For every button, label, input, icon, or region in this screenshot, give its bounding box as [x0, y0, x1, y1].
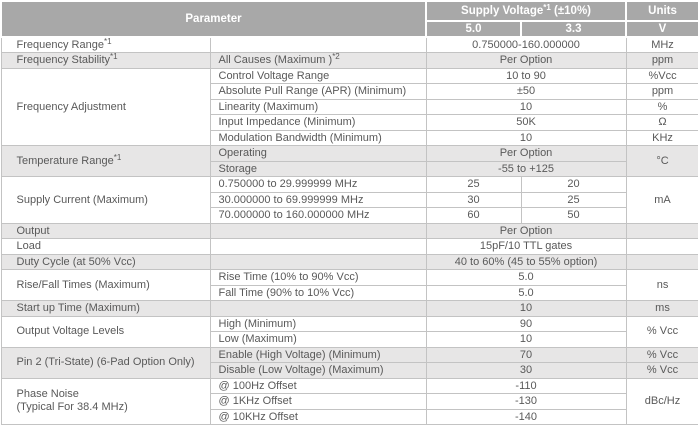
value-cell: 10 [426, 99, 626, 115]
value-cell: 0.750000-160.000000 [426, 37, 626, 53]
param-rise-fall-times: Rise/Fall Times (Maximum) [1, 270, 210, 301]
row-rise-time [1, 270, 698, 286]
units-cell: Ω [626, 115, 698, 131]
param-frequency-stability [1, 53, 210, 69]
value-cell-3v3: 50 [521, 208, 626, 224]
value-cell-3v3: 20 [521, 177, 626, 193]
units-cell: % [626, 99, 698, 115]
value-cell-3v3: 25 [521, 192, 626, 208]
value-cell: 10 to 90 [426, 68, 626, 84]
units-cell: % Vcc [626, 347, 698, 363]
sub-param-cell [210, 53, 426, 69]
row-duty-cycle [1, 254, 698, 270]
sub-param-cell: Disable (Low Voltage) (Maximum) [210, 363, 426, 379]
units-header [626, 1, 698, 21]
value-cell-5v: 60 [426, 208, 521, 224]
units-cell: KHz [626, 130, 698, 146]
row-phase-noise-100hz [1, 378, 698, 394]
units-voltage-header: V [626, 21, 698, 37]
sub-param-cell: 0.750000 to 29.999999 MHz [210, 177, 426, 193]
param-output-voltage-levels: Output Voltage Levels [1, 316, 210, 347]
sub-param-cell: Storage [210, 161, 426, 177]
supply-voltage-footnote: *1 [543, 3, 551, 12]
header-row-1 [1, 1, 698, 21]
row-control-voltage-range [1, 68, 698, 84]
row-output-voltage-high [1, 316, 698, 332]
units-cell: MHz [626, 37, 698, 53]
param-label: Frequency Stability [16, 54, 111, 67]
footnote-marker: *1 [110, 52, 118, 62]
supply-voltage-tolerance: (±10%) [550, 5, 591, 17]
sub-param-cell: Control Voltage Range [210, 68, 426, 84]
param-frequency-adjustment: Frequency Adjustment [1, 68, 210, 146]
supply-voltage-header [426, 1, 626, 21]
param-label: Temperature Range [16, 154, 114, 167]
units-cell: ns [626, 270, 698, 301]
units-cell: mA [626, 177, 698, 224]
value-cell: 50K [426, 115, 626, 131]
param-output: Output [1, 223, 210, 239]
value-cell: 15pF/10 TTL gates [426, 239, 626, 255]
units-cell: ppm [626, 84, 698, 100]
value-cell: ±50 [426, 84, 626, 100]
units-cell [626, 239, 698, 255]
parameter-header [1, 1, 426, 37]
row-supply-current-low [1, 177, 698, 193]
row-startup-time [1, 301, 698, 317]
value-cell: -110 [426, 378, 626, 394]
param-duty-cycle: Duty Cycle (at 50% Vcc) [1, 254, 210, 270]
value-cell: -140 [426, 409, 626, 425]
value-cell-5v: 25 [426, 177, 521, 193]
param-supply-current: Supply Current (Maximum) [1, 177, 210, 224]
units-cell [626, 254, 698, 270]
param-pin2-tristate: Pin 2 (Tri-State) (6-Pad Option Only) [1, 347, 210, 378]
units-cell: % Vcc [626, 363, 698, 379]
row-frequency-range [1, 37, 698, 53]
sub-param-cell: @ 100Hz Offset [210, 378, 426, 394]
value-cell: -55 to +125 [426, 161, 626, 177]
sub-param-cell: Absolute Pull Range (APR) (Minimum) [210, 84, 426, 100]
param-label: Phase Noise [16, 388, 79, 401]
sub-param-cell: @ 1KHz Offset [210, 394, 426, 410]
sub-param-cell: Low (Maximum) [210, 332, 426, 348]
sub-param-cell: 30.000000 to 69.999999 MHz [210, 192, 426, 208]
value-cell: -130 [426, 394, 626, 410]
units-header-label: Units [648, 5, 677, 17]
value-cell: 10 [426, 332, 626, 348]
sub-param-cell: Fall Time (90% to 10% Vcc) [210, 285, 426, 301]
value-cell: 30 [426, 363, 626, 379]
param-label: Frequency Range [16, 38, 104, 51]
param-phase-noise [1, 378, 210, 425]
value-cell: 90 [426, 316, 626, 332]
row-load [1, 239, 698, 255]
units-cell: ppm [626, 53, 698, 69]
sub-param-cell: Operating [210, 146, 426, 162]
value-cell: Per Option [426, 223, 626, 239]
col-header-3v3: 3.3 [521, 21, 626, 37]
footnote-marker: *1 [113, 152, 122, 162]
units-cell [626, 223, 698, 239]
sub-param-cell: Enable (High Voltage) (Minimum) [210, 347, 426, 363]
supply-voltage-label: Supply Voltage [461, 5, 544, 17]
row-tristate-enable [1, 347, 698, 363]
value-cell: Per Option [426, 146, 626, 162]
sub-param-cell: 70.000000 to 160.000000 MHz [210, 208, 426, 224]
row-output [1, 223, 698, 239]
value-cell: 70 [426, 347, 626, 363]
col-header-5v: 5.0 [426, 21, 521, 37]
sub-param-cell: Input Impedance (Minimum) [210, 115, 426, 131]
value-cell: Per Option [426, 53, 626, 69]
value-cell-5v: 30 [426, 192, 521, 208]
row-frequency-stability [1, 53, 698, 69]
param-startup-time: Start up Time (Maximum) [1, 301, 210, 317]
sub-param-cell: Modulation Bandwidth (Minimum) [210, 130, 426, 146]
sub-param-cell [210, 239, 426, 255]
units-cell: %Vcc [626, 68, 698, 84]
value-cell: 10 [426, 130, 626, 146]
units-cell: ms [626, 301, 698, 317]
sub-param-cell [210, 223, 426, 239]
sub-param-cell [210, 301, 426, 317]
param-load: Load [1, 239, 210, 255]
param-frequency-range [1, 37, 210, 53]
sub-param-cell: Linearity (Maximum) [210, 99, 426, 115]
units-cell: dBc/Hz [626, 378, 698, 425]
value-cell: 40 to 60% (45 to 55% option) [426, 254, 626, 270]
sub-param-cell: High (Minimum) [210, 316, 426, 332]
param-temperature-range [1, 146, 210, 177]
param-sublabel: (Typical For 38.4 MHz) [16, 401, 128, 414]
parameter-header-label: Parameter [185, 13, 242, 25]
footnote-marker: *2 [332, 52, 340, 62]
units-cell: % Vcc [626, 316, 698, 347]
sub-param-cell: @ 10KHz Offset [210, 409, 426, 425]
sub-param-label: All Causes (Maximum ) [218, 54, 333, 67]
value-cell: 5.0 [426, 270, 626, 286]
value-cell: 10 [426, 301, 626, 317]
row-temperature-operating [1, 146, 698, 162]
sub-param-cell [210, 254, 426, 270]
sub-param-cell: Rise Time (10% to 90% Vcc) [210, 270, 426, 286]
value-cell: 5.0 [426, 285, 626, 301]
units-cell: °C [626, 146, 698, 177]
sub-param-cell [210, 37, 426, 53]
footnote-marker: *1 [103, 37, 112, 46]
